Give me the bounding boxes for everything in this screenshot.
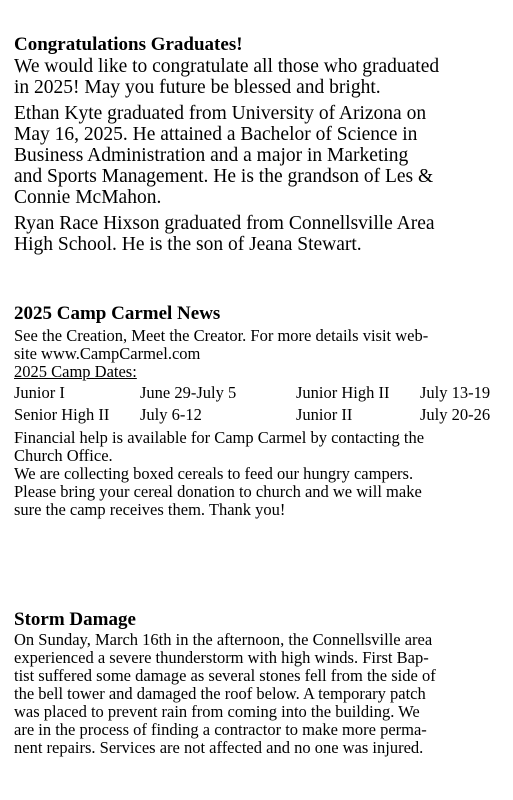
graduates-line: High School. He is the son of Jeana Stewart. xyxy=(14,234,362,255)
storm-line: nent repairs. Services are not affected and no one was injured. xyxy=(14,738,424,757)
camp-line: Financial help is available for Camp Carmel by contacting the xyxy=(14,428,425,447)
camp-date: July 20-26 xyxy=(420,405,491,424)
graduates-line: We would like to congratulate all those who graduated xyxy=(14,56,440,77)
camp-line: We are collecting boxed cereals to feed our hungry campers. xyxy=(14,464,414,483)
graduates-line: Business Administration and a major in Marketing xyxy=(14,145,409,166)
camp-date: June 29-July 5 xyxy=(140,383,237,402)
graduates-line: Ethan Kyte graduated from University of Arizona on xyxy=(14,103,427,124)
camp-date: July 13-19 xyxy=(420,383,491,402)
camp-name: Junior I xyxy=(14,383,65,402)
storm-line: are in the process of finding a contractor to make more perma- xyxy=(14,720,427,739)
storm-line: experienced a severe thunderstorm with high winds. First Bap- xyxy=(14,648,429,667)
camp-dates-label: 2025 Camp Dates: xyxy=(14,362,137,381)
graduates-line: Ryan Race Hixson graduated from Connellsville Area xyxy=(14,213,435,234)
storm-line: On Sunday, March 16th in the afternoon, the Connellsville area xyxy=(14,630,433,649)
camp-date: July 6-12 xyxy=(140,405,202,424)
storm-line: was placed to prevent rain from coming into the building. We xyxy=(14,702,420,721)
camp-name: Senior High II xyxy=(14,405,110,424)
camp-heading: 2025 Camp Carmel News xyxy=(14,303,221,324)
camp-line: Please bring your cereal donation to church and we will make xyxy=(14,482,422,501)
camp-line: site www.CampCarmel.com xyxy=(14,344,201,363)
camp-line: Church Office. xyxy=(14,446,113,465)
camp-name: Junior II xyxy=(296,405,353,424)
camp-name: Junior High II xyxy=(296,383,390,402)
graduates-line: May 16, 2025. He attained a Bachelor of Science in xyxy=(14,124,418,145)
graduates-line: Connie McMahon. xyxy=(14,187,162,208)
storm-line: the bell tower and damaged the roof below. A temporary patch xyxy=(14,684,426,703)
graduates-line: in 2025! May you future be blessed and bright. xyxy=(14,77,381,98)
camp-line: See the Creation, Meet the Creator. For more details visit web- xyxy=(14,326,429,345)
storm-line: tist suffered some damage as several stones fell from the side of xyxy=(14,666,436,685)
graduates-heading: Congratulations Graduates! xyxy=(14,34,243,55)
graduates-line: and Sports Management. He is the grandson of Les & xyxy=(14,166,434,187)
camp-line: sure the camp receives them. Thank you! xyxy=(14,500,286,519)
storm-heading: Storm Damage xyxy=(14,609,136,630)
